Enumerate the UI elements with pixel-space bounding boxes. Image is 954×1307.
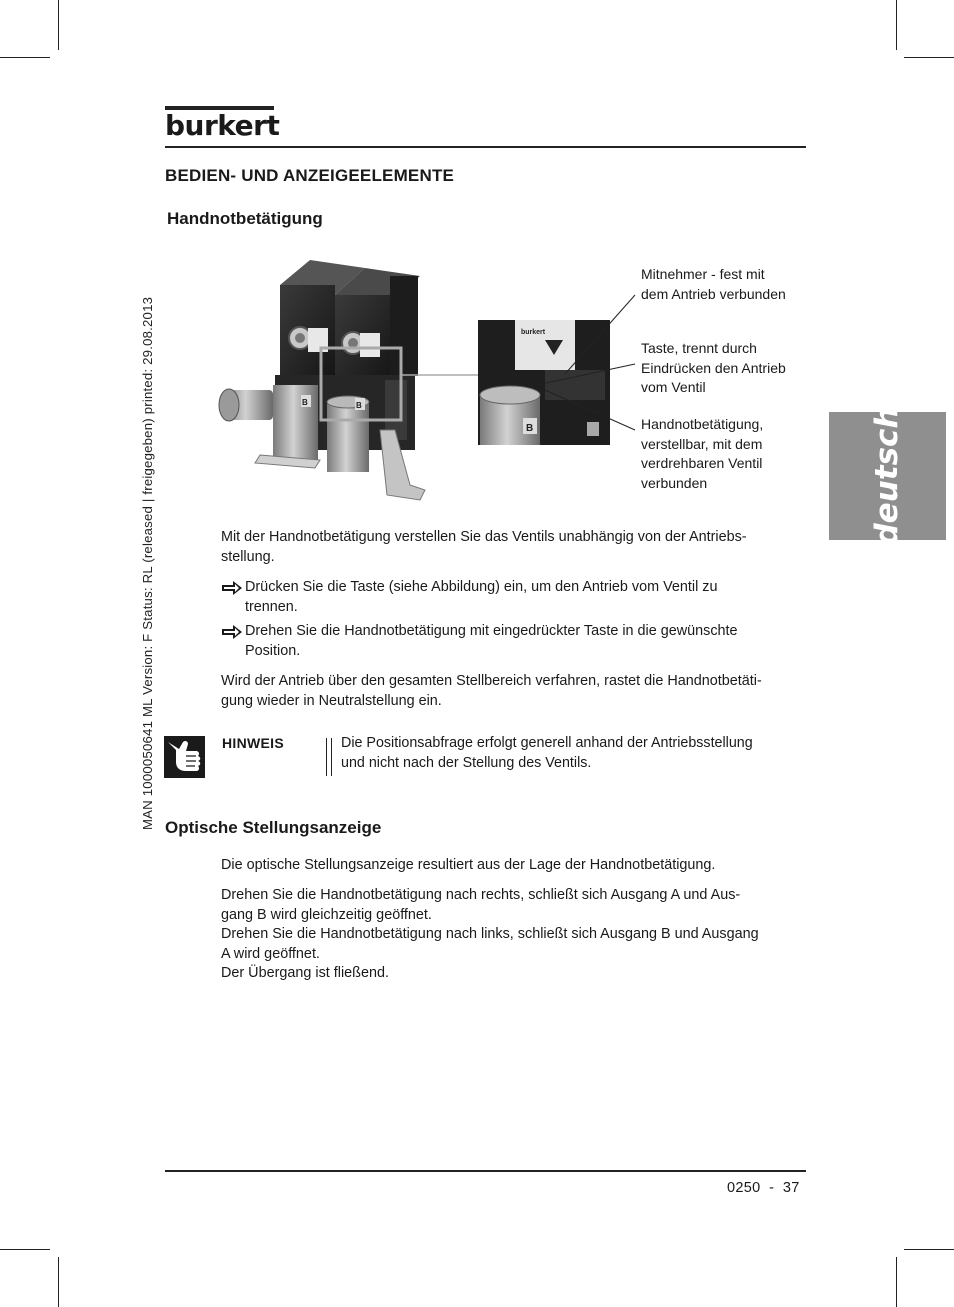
section-title: BEDIEN- UND ANZEIGEELEMENTE: [165, 166, 455, 185]
subsection-title-manual: Handnotbetätigung: [167, 209, 323, 228]
vertical-print-note: MAN 1000050641 ML Version: F Status: RL (released | freigegeben) printed: 29.08.2013: [140, 296, 155, 830]
detail-brand-label: burkert: [521, 329, 546, 336]
note-divider: [331, 738, 332, 776]
crop-mark: [896, 0, 897, 50]
step-turn-override: Drehen Sie die Handnotbetätigung mit eingedrückter Taste in die gewünschte Position.: [245, 623, 738, 659]
optical-paragraph-2: Drehen Sie die Handnotbetätigung nach rechts, schließt sich Ausgang A und Aus- gang B wird gleichzeitig geöffnet. Drehen Sie die Handnotbetätigung nach links, schließt sich Ausgang B und Ausgang A wird geöffnet. Der Übergang ist fließend.: [221, 887, 759, 981]
page-number: 0250 - 37: [727, 1180, 800, 1196]
intro-paragraph: Mit der Handnotbetätigung verstellen Sie das Ventils unabhängig von der Antriebs- stellung.: [221, 529, 747, 565]
arrow-right-icon: [221, 580, 243, 596]
header-rule: [165, 146, 806, 148]
crop-mark: [58, 1257, 59, 1307]
arrow-right-icon: [221, 624, 243, 640]
detail-photo: [478, 320, 610, 445]
callout-driver: Mitnehmer - fest mit dem Antrieb verbunden: [641, 266, 786, 302]
outro-paragraph: Wird der Antrieb über den gesamten Stellbereich verfahren, rastet die Handnotbetäti- gung wieder in Neutralstellung ein.: [221, 673, 762, 709]
thumbs-up-hand-icon: [164, 736, 205, 778]
port-b-label: B: [526, 423, 534, 434]
crop-mark: [896, 1257, 897, 1307]
footer-rule: [165, 1170, 806, 1172]
crop-mark: [904, 1249, 954, 1250]
callout-manual-override: Handnotbetätigung, verstellbar, mit dem verdrehbaren Ventil verbunden: [641, 416, 764, 491]
crop-mark: [0, 57, 50, 58]
logo-text: burkert: [165, 109, 280, 142]
language-tab-label: deutsch: [869, 406, 905, 546]
optical-paragraph-1: Die optische Stellungsanzeige resultiert aus der Lage der Handnotbetätigung.: [221, 857, 716, 873]
valve-photo: [219, 260, 425, 500]
language-tab: [829, 406, 946, 546]
subsection-title-optical: Optische Stellungsanzeige: [165, 818, 382, 837]
crop-mark: [58, 0, 59, 50]
crop-mark: [904, 57, 954, 58]
callout-button: Taste, trennt durch Eindrücken den Antrieb vom Ventil: [641, 340, 786, 395]
port-b-label: B: [302, 398, 308, 407]
step-press-button: Drücken Sie die Taste (siehe Abbildung) ein, um den Antrieb vom Ventil zu trennen.: [245, 579, 718, 615]
note-label: HINWEIS: [222, 735, 284, 751]
port-b-label: B: [356, 401, 362, 410]
note-divider: [326, 738, 327, 776]
crop-mark: [0, 1249, 50, 1250]
note-text: Die Positionsabfrage erfolgt generell anhand der Antriebsstellung und nicht nach der Stellung des Ventils.: [341, 735, 753, 771]
burkert-logo: [165, 106, 280, 142]
